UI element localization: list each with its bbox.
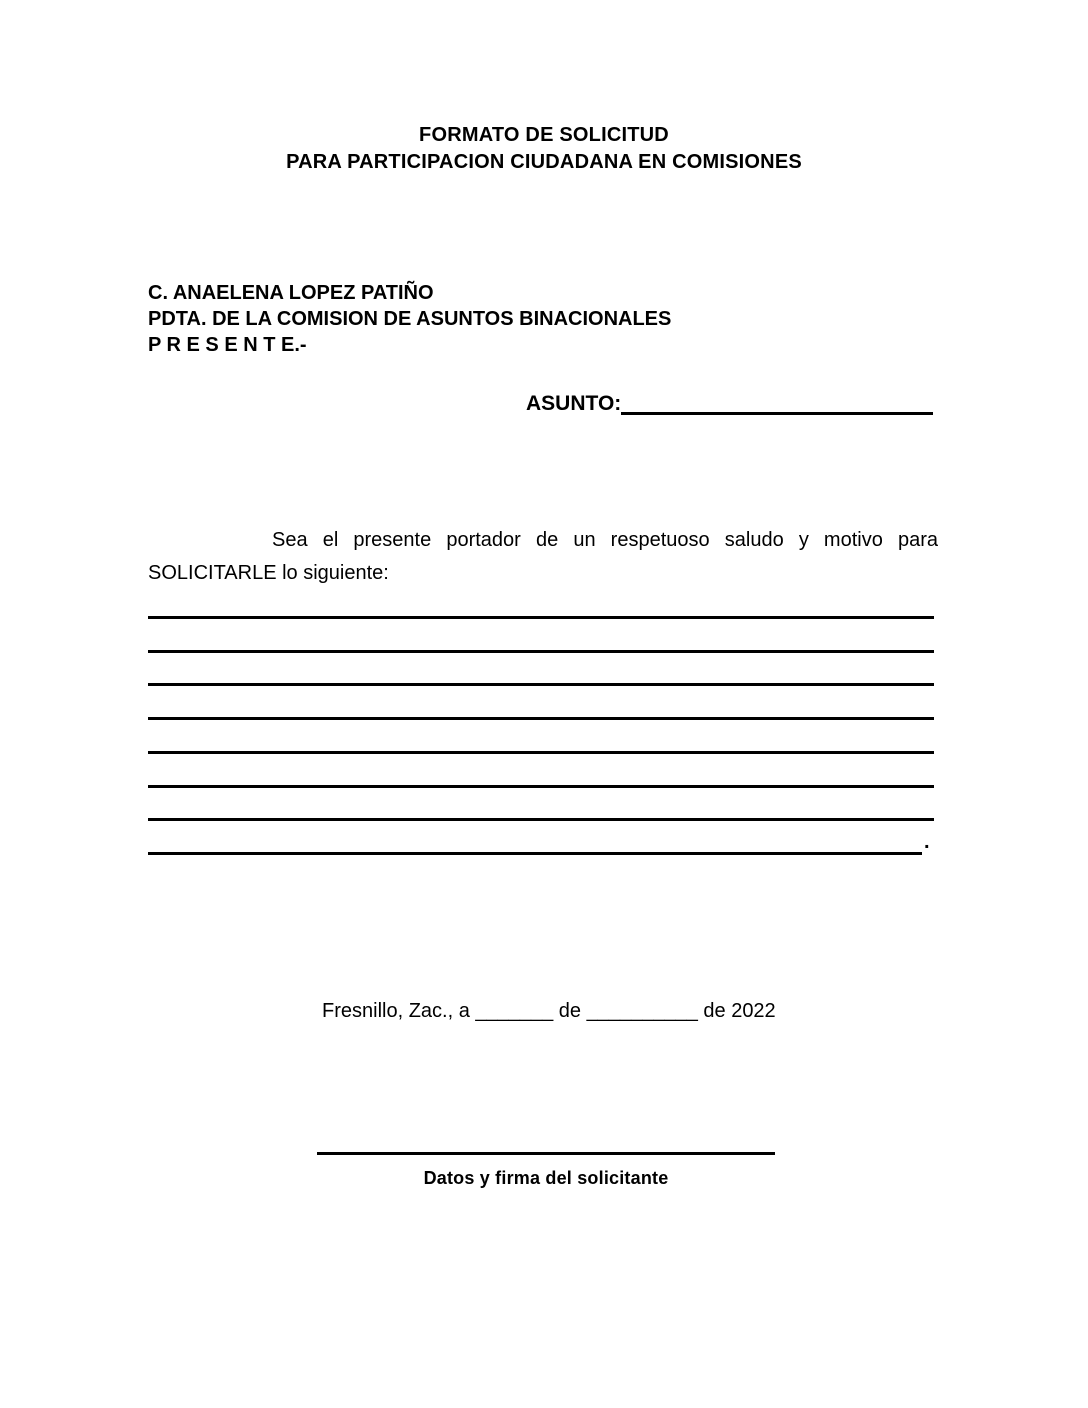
answer-line [148, 785, 934, 788]
subject-blank-line [621, 412, 933, 415]
addressee-present: P R E S E N T E.- [148, 334, 307, 356]
addressee-name: C. ANAELENA LOPEZ PATIÑO [148, 282, 434, 304]
document-title [0, 122, 1088, 176]
answer-line [148, 751, 934, 754]
answer-line [148, 683, 934, 686]
title-line-2: PARA PARTICIPACION CIUDADANA EN COMISIONES [286, 151, 802, 173]
title-line-1: FORMATO DE SOLICITUD [419, 124, 669, 146]
body-paragraph-line-1: Sea el presente portador de un respetuoso saludo y motivo para [272, 529, 938, 551]
subject-label: ASUNTO: [526, 392, 622, 415]
addressee-block [148, 280, 671, 358]
closing-period: . [924, 831, 930, 853]
answer-line [148, 852, 922, 855]
addressee-role: PDTA. DE LA COMISION DE ASUNTOS BINACIONALES [148, 308, 672, 330]
date-line: Fresnillo, Zac., a _______ de __________ de 2022 [322, 1000, 776, 1022]
answer-line [148, 717, 934, 720]
answer-line [148, 818, 934, 821]
body-paragraph-line-2: SOLICITARLE lo siguiente: [148, 562, 389, 584]
signature-caption: Datos y firma del solicitante [423, 1168, 669, 1188]
signature-line [317, 1152, 775, 1155]
answer-line [148, 650, 934, 653]
answer-line [148, 616, 934, 619]
